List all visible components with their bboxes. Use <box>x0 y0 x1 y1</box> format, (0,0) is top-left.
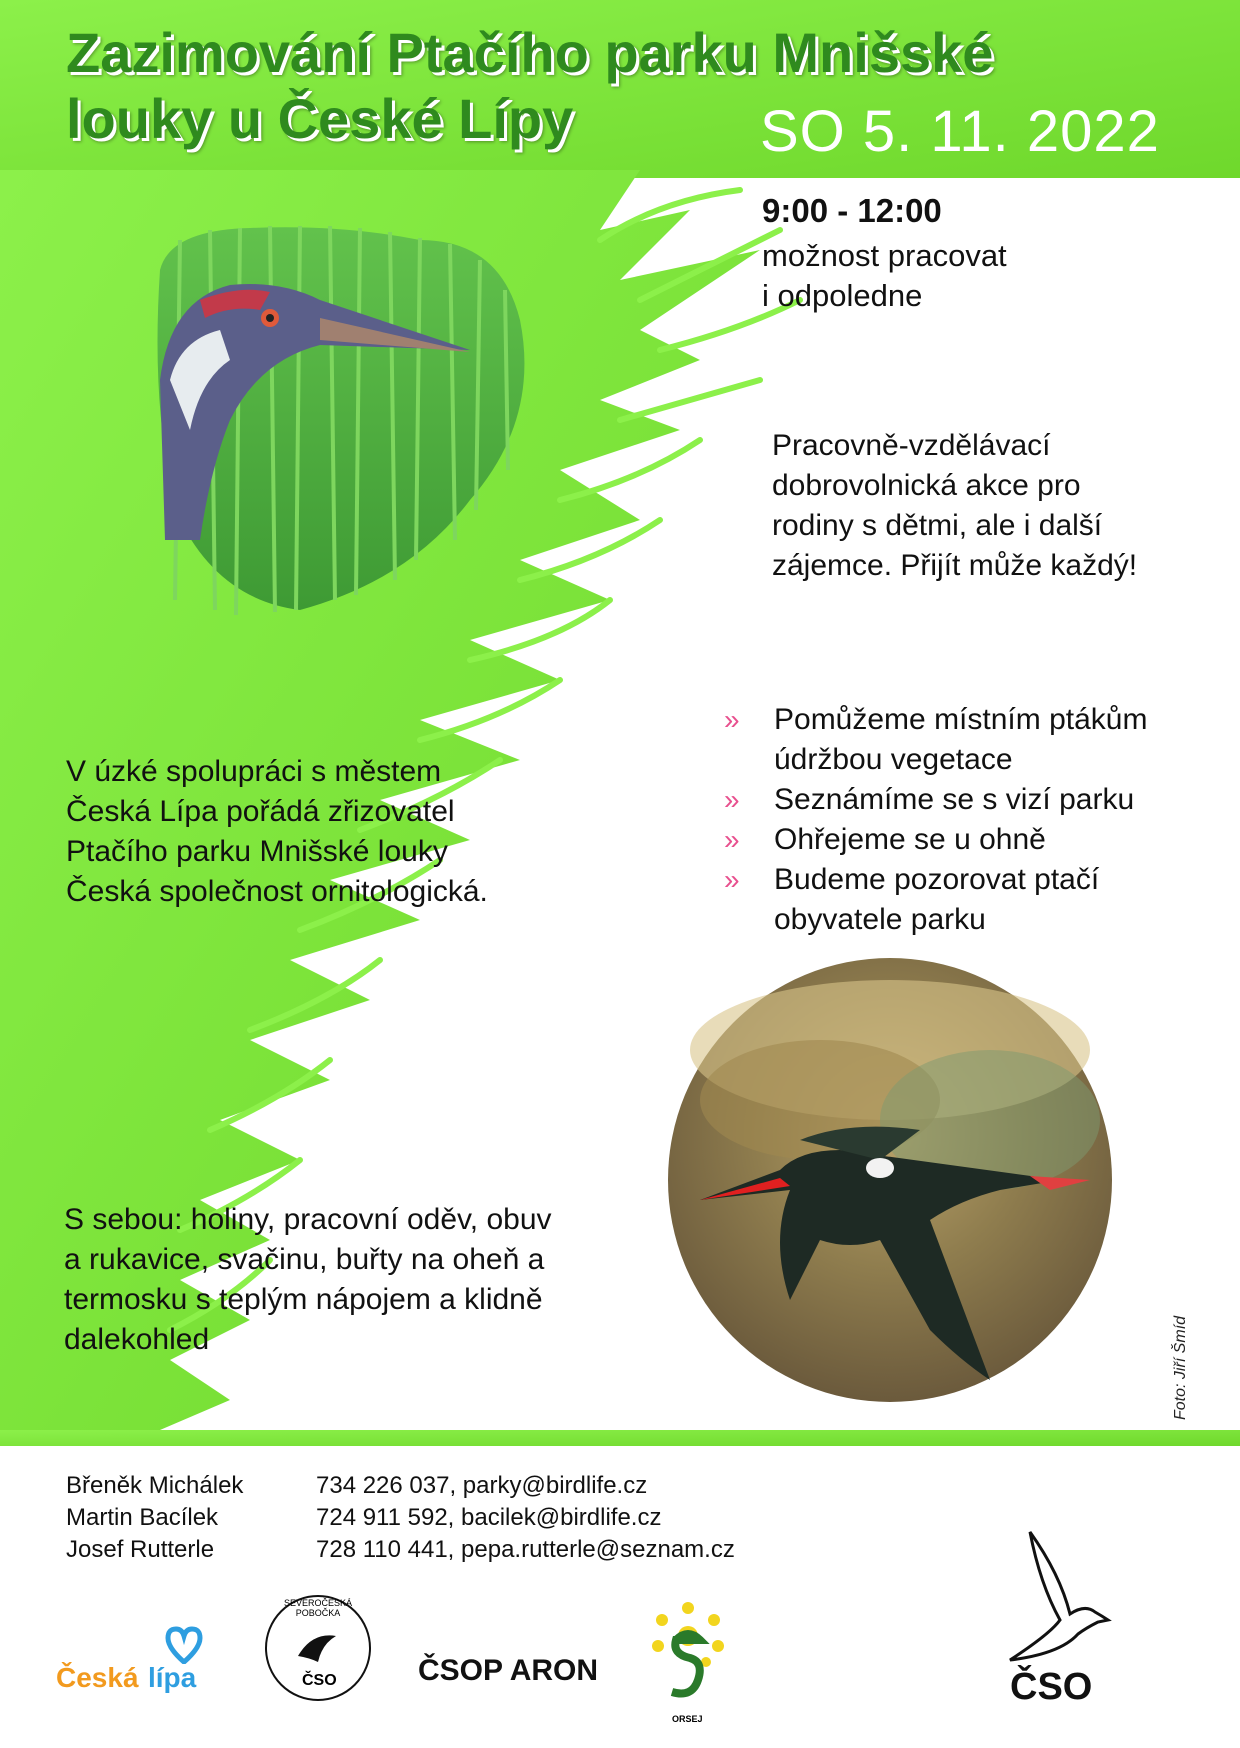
bullet-marker: » <box>724 704 740 735</box>
ceska-lipa-word-1: Česká <box>56 1662 139 1693</box>
orsej-text: ORSEJ <box>672 1714 703 1724</box>
activity-item <box>724 780 1204 820</box>
bullet-marker: » <box>724 784 740 815</box>
activity-list <box>724 700 1204 940</box>
partnership-line: Česká Lípa pořádá zřizovatel <box>66 795 455 828</box>
seal-text: SEVEROČESKÁ POBOČKA <box>283 1598 353 1618</box>
contact-name: Martin Bacílek <box>66 1504 219 1531</box>
partnership-line: Ptačího parku Mnišské louky <box>66 835 448 868</box>
contact-list <box>66 1470 735 1566</box>
intro-line: Pracovně-vzdělávací <box>772 429 1051 462</box>
ceska-lipa-word-2: lípa <box>148 1662 197 1693</box>
event-time: 9:00 - 12:00 <box>762 192 942 229</box>
intro-line: dobrovolnická akce pro <box>772 469 1081 502</box>
partnership-line: V úzké spolupráci s městem <box>66 755 442 788</box>
cso-logo <box>990 1524 1120 1714</box>
contact-info[interactable]: 734 226 037, parky@birdlife.cz <box>316 1472 648 1499</box>
time-note: možnost pracovat i odpoledne <box>762 238 1007 313</box>
csop-aron-logo: ČSOP ARON <box>418 1654 599 1687</box>
sun-icon <box>646 1600 730 1710</box>
intro-text <box>772 426 1137 586</box>
activity-text: Seznámíme se s vizí parku <box>774 783 1135 816</box>
bird-icon <box>990 1524 1120 1664</box>
bring-line: termosku s teplým nápojem a klidně <box>64 1283 543 1316</box>
intro-line: zájemce. Přijít může každý! <box>772 549 1138 582</box>
contact-info[interactable]: 728 110 441, pepa.rutterle@seznam.cz <box>316 1536 735 1563</box>
heart-icon <box>164 1626 204 1664</box>
activity-item <box>724 860 1204 940</box>
title-line-1: Zazimování Ptačího parku Mnišské <box>66 21 994 84</box>
photo-credit: Foto: Jiří Šmíd <box>1172 1315 1189 1420</box>
bullet-marker: » <box>724 824 740 855</box>
ceska-lipa-logo <box>56 1630 226 1693</box>
seal-cso: ČSO <box>302 1672 337 1689</box>
severoceska-pobocka-logo <box>262 1592 374 1704</box>
bullet-marker: » <box>724 864 740 895</box>
what-to-bring <box>64 1200 552 1360</box>
contact-info[interactable]: 724 911 592, bacilek@birdlife.cz <box>316 1504 662 1531</box>
bring-line: S sebou: holiny, pracovní oděv, obuv <box>64 1203 552 1236</box>
activity-text: Budeme pozorovat ptačí obyvatele parku <box>774 863 1100 936</box>
bring-line: a rukavice, svačinu, buřty na oheň a <box>64 1243 545 1276</box>
cso-text: ČSO <box>1010 1666 1093 1708</box>
activity-item <box>724 820 1204 860</box>
activity-text: Ohřejeme se u ohně <box>774 823 1046 856</box>
activity-text: Pomůžeme místním ptákům údržbou vegetace <box>774 703 1148 776</box>
bring-line: dalekohled <box>64 1323 210 1356</box>
title-line-2: louky u České Lípy <box>66 87 574 150</box>
partnership-text <box>66 752 488 912</box>
orsej-logo <box>646 1600 730 1730</box>
contact-name: Břeněk Michálek <box>66 1472 244 1499</box>
partnership-line: Česká společnost ornitologická. <box>66 875 488 908</box>
contact-row <box>66 1470 735 1502</box>
intro-line: rodiny s dětmi, ale i další <box>772 509 1103 542</box>
contact-name: Josef Rutterle <box>66 1536 215 1563</box>
activity-item <box>724 700 1204 780</box>
event-date: SO 5. 11. 2022 <box>760 99 1160 164</box>
contact-row <box>66 1502 735 1534</box>
contact-row <box>66 1534 735 1566</box>
